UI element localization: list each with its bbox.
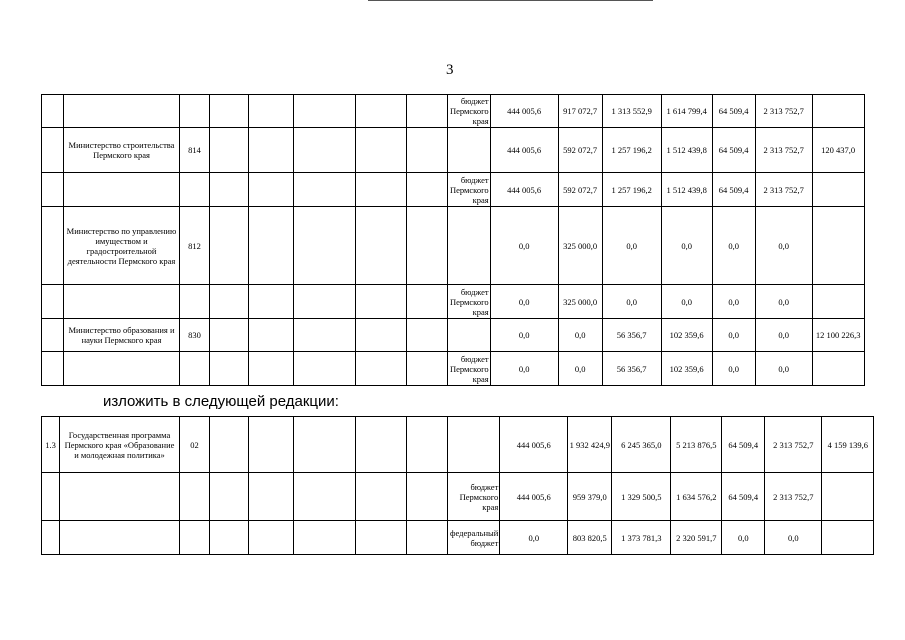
code-cell (180, 285, 210, 319)
value-cell: 592 072,7 (558, 173, 602, 207)
row-number-cell (42, 95, 64, 128)
code-cell (180, 473, 210, 521)
value-cell: 0,0 (602, 285, 661, 319)
empty-cell (356, 521, 407, 555)
value-cell: 0,0 (661, 285, 712, 319)
empty-cell (294, 285, 356, 319)
value-cell: 2 313 752,7 (755, 173, 812, 207)
value-cell: 2 313 752,7 (755, 128, 812, 173)
section-caption: изложить в следующей редакции: (103, 393, 339, 410)
empty-cell (407, 285, 448, 319)
empty-cell (407, 173, 448, 207)
value-cell: 959 379,0 (568, 473, 612, 521)
empty-cell (407, 128, 448, 173)
name-cell (64, 352, 180, 386)
source-cell: бюджет Пермского края (448, 352, 491, 386)
empty-cell (249, 207, 294, 285)
empty-cell (294, 417, 356, 473)
value-cell: 120 437,0 (812, 128, 864, 173)
empty-cell (294, 173, 356, 207)
source-cell: бюджет Пермского края (448, 285, 491, 319)
value-cell: 0,0 (558, 352, 602, 386)
empty-cell (356, 473, 407, 521)
empty-cell (407, 319, 448, 352)
value-cell: 64 509,4 (712, 173, 755, 207)
value-cell: 1 373 781,3 (612, 521, 671, 555)
value-cell: 64 509,4 (712, 95, 755, 128)
value-cell: 2 313 752,7 (765, 417, 822, 473)
value-cell: 0,0 (500, 521, 568, 555)
value-cell: 444 005,6 (500, 473, 568, 521)
empty-cell (294, 207, 356, 285)
empty-cell (294, 95, 356, 128)
code-cell: 812 (180, 207, 210, 285)
empty-cell (294, 319, 356, 352)
source-cell (448, 417, 500, 473)
empty-cell (210, 352, 249, 386)
empty-cell (356, 207, 407, 285)
table-row (42, 417, 874, 473)
value-cell: 803 820,5 (568, 521, 612, 555)
value-cell: 0,0 (602, 207, 661, 285)
row-number-cell: 1.3 (42, 417, 60, 473)
row-number-cell (42, 128, 64, 173)
empty-cell (356, 319, 407, 352)
source-cell (448, 128, 491, 173)
value-cell: 1 512 439,8 (661, 128, 712, 173)
name-cell (60, 521, 180, 555)
value-cell: 1 313 552,9 (602, 95, 661, 128)
value-cell: 444 005,6 (490, 95, 558, 128)
value-cell: 0,0 (661, 207, 712, 285)
value-cell: 64 509,4 (722, 473, 765, 521)
value-cell: 325 000,0 (558, 285, 602, 319)
value-cell: 592 072,7 (558, 128, 602, 173)
empty-cell (249, 128, 294, 173)
value-cell: 0,0 (712, 352, 755, 386)
value-cell: 917 072,7 (558, 95, 602, 128)
value-cell: 1 512 439,8 (661, 173, 712, 207)
value-cell (812, 95, 864, 128)
empty-cell (294, 352, 356, 386)
value-cell: 0,0 (490, 285, 558, 319)
name-cell: Министерство по управлению имуществом и градостроительной деятельности Пермского края (64, 207, 180, 285)
table-row (42, 473, 874, 521)
value-cell: 0,0 (755, 207, 812, 285)
value-cell: 0,0 (490, 319, 558, 352)
empty-cell (249, 95, 294, 128)
value-cell: 0,0 (490, 207, 558, 285)
value-cell (822, 473, 874, 521)
value-cell: 0,0 (712, 207, 755, 285)
empty-cell (249, 173, 294, 207)
value-cell: 0,0 (755, 285, 812, 319)
row-number-cell (42, 352, 64, 386)
value-cell: 2 320 591,7 (671, 521, 722, 555)
source-cell: бюджет Пермского края (448, 173, 491, 207)
value-cell: 1 614 799,4 (661, 95, 712, 128)
table-row (42, 173, 865, 207)
value-cell: 0,0 (765, 521, 822, 555)
row-number-cell (42, 285, 64, 319)
name-cell: Министерство строительства Пермского края (64, 128, 180, 173)
empty-cell (407, 417, 448, 473)
value-cell: 0,0 (712, 319, 755, 352)
value-cell (812, 207, 864, 285)
value-cell (812, 352, 864, 386)
top-rule (368, 0, 653, 1)
table-row (42, 95, 865, 128)
value-cell: 56 356,7 (602, 319, 661, 352)
name-cell: Министерство образования и науки Пермского края (64, 319, 180, 352)
value-cell: 0,0 (722, 521, 765, 555)
empty-cell (210, 417, 249, 473)
empty-cell (356, 285, 407, 319)
empty-cell (356, 173, 407, 207)
empty-cell (210, 128, 249, 173)
value-cell: 64 509,4 (722, 417, 765, 473)
value-cell: 0,0 (558, 319, 602, 352)
code-cell: 02 (180, 417, 210, 473)
empty-cell (249, 521, 294, 555)
empty-cell (249, 352, 294, 386)
source-cell: федеральный бюджет (448, 521, 500, 555)
row-number-cell (42, 521, 60, 555)
value-cell: 1 932 424,9 (568, 417, 612, 473)
table-row (42, 128, 865, 173)
empty-cell (249, 473, 294, 521)
value-cell: 102 359,6 (661, 319, 712, 352)
source-cell (448, 207, 491, 285)
value-cell: 0,0 (755, 352, 812, 386)
empty-cell (407, 207, 448, 285)
value-cell: 444 005,6 (500, 417, 568, 473)
budget-table-new (41, 416, 874, 555)
empty-cell (356, 95, 407, 128)
empty-cell (407, 473, 448, 521)
empty-cell (249, 417, 294, 473)
name-cell (64, 95, 180, 128)
empty-cell (356, 128, 407, 173)
value-cell: 325 000,0 (558, 207, 602, 285)
code-cell (180, 352, 210, 386)
value-cell: 56 356,7 (602, 352, 661, 386)
code-cell (180, 95, 210, 128)
value-cell: 444 005,6 (490, 128, 558, 173)
empty-cell (294, 521, 356, 555)
code-cell (180, 173, 210, 207)
empty-cell (407, 521, 448, 555)
value-cell (812, 173, 864, 207)
empty-cell (356, 352, 407, 386)
table-row (42, 285, 865, 319)
value-cell: 2 313 752,7 (755, 95, 812, 128)
source-cell: бюджет Пермского края (448, 95, 491, 128)
value-cell: 0,0 (755, 319, 812, 352)
table-row (42, 352, 865, 386)
empty-cell (249, 319, 294, 352)
budget-table-old (41, 94, 865, 386)
value-cell: 12 100 226,3 (812, 319, 864, 352)
empty-cell (407, 95, 448, 128)
table-row (42, 319, 865, 352)
value-cell (822, 521, 874, 555)
value-cell: 102 359,6 (661, 352, 712, 386)
value-cell: 444 005,6 (490, 173, 558, 207)
row-number-cell (42, 173, 64, 207)
empty-cell (407, 352, 448, 386)
table-row (42, 521, 874, 555)
source-cell (448, 319, 491, 352)
empty-cell (249, 285, 294, 319)
empty-cell (210, 173, 249, 207)
value-cell: 64 509,4 (712, 128, 755, 173)
value-cell: 4 159 139,6 (822, 417, 874, 473)
row-number-cell (42, 319, 64, 352)
name-cell (60, 473, 180, 521)
row-number-cell (42, 473, 60, 521)
empty-cell (356, 417, 407, 473)
table-row (42, 207, 865, 285)
empty-cell (210, 285, 249, 319)
value-cell: 5 213 876,5 (671, 417, 722, 473)
value-cell: 0,0 (490, 352, 558, 386)
value-cell: 1 634 576,2 (671, 473, 722, 521)
value-cell: 0,0 (712, 285, 755, 319)
value-cell: 1 329 500,5 (612, 473, 671, 521)
name-cell: Государственная программа Пермского края «Образование и молодежная политика» (60, 417, 180, 473)
code-cell (180, 521, 210, 555)
empty-cell (210, 207, 249, 285)
value-cell: 6 245 365,0 (612, 417, 671, 473)
empty-cell (210, 95, 249, 128)
name-cell (64, 285, 180, 319)
value-cell: 1 257 196,2 (602, 173, 661, 207)
empty-cell (294, 473, 356, 521)
value-cell (812, 285, 864, 319)
row-number-cell (42, 207, 64, 285)
code-cell: 830 (180, 319, 210, 352)
page-number: 3 (446, 62, 454, 78)
value-cell: 1 257 196,2 (602, 128, 661, 173)
name-cell (64, 173, 180, 207)
empty-cell (294, 128, 356, 173)
empty-cell (210, 473, 249, 521)
source-cell: бюджет Пермского края (448, 473, 500, 521)
code-cell: 814 (180, 128, 210, 173)
value-cell: 2 313 752,7 (765, 473, 822, 521)
empty-cell (210, 521, 249, 555)
empty-cell (210, 319, 249, 352)
